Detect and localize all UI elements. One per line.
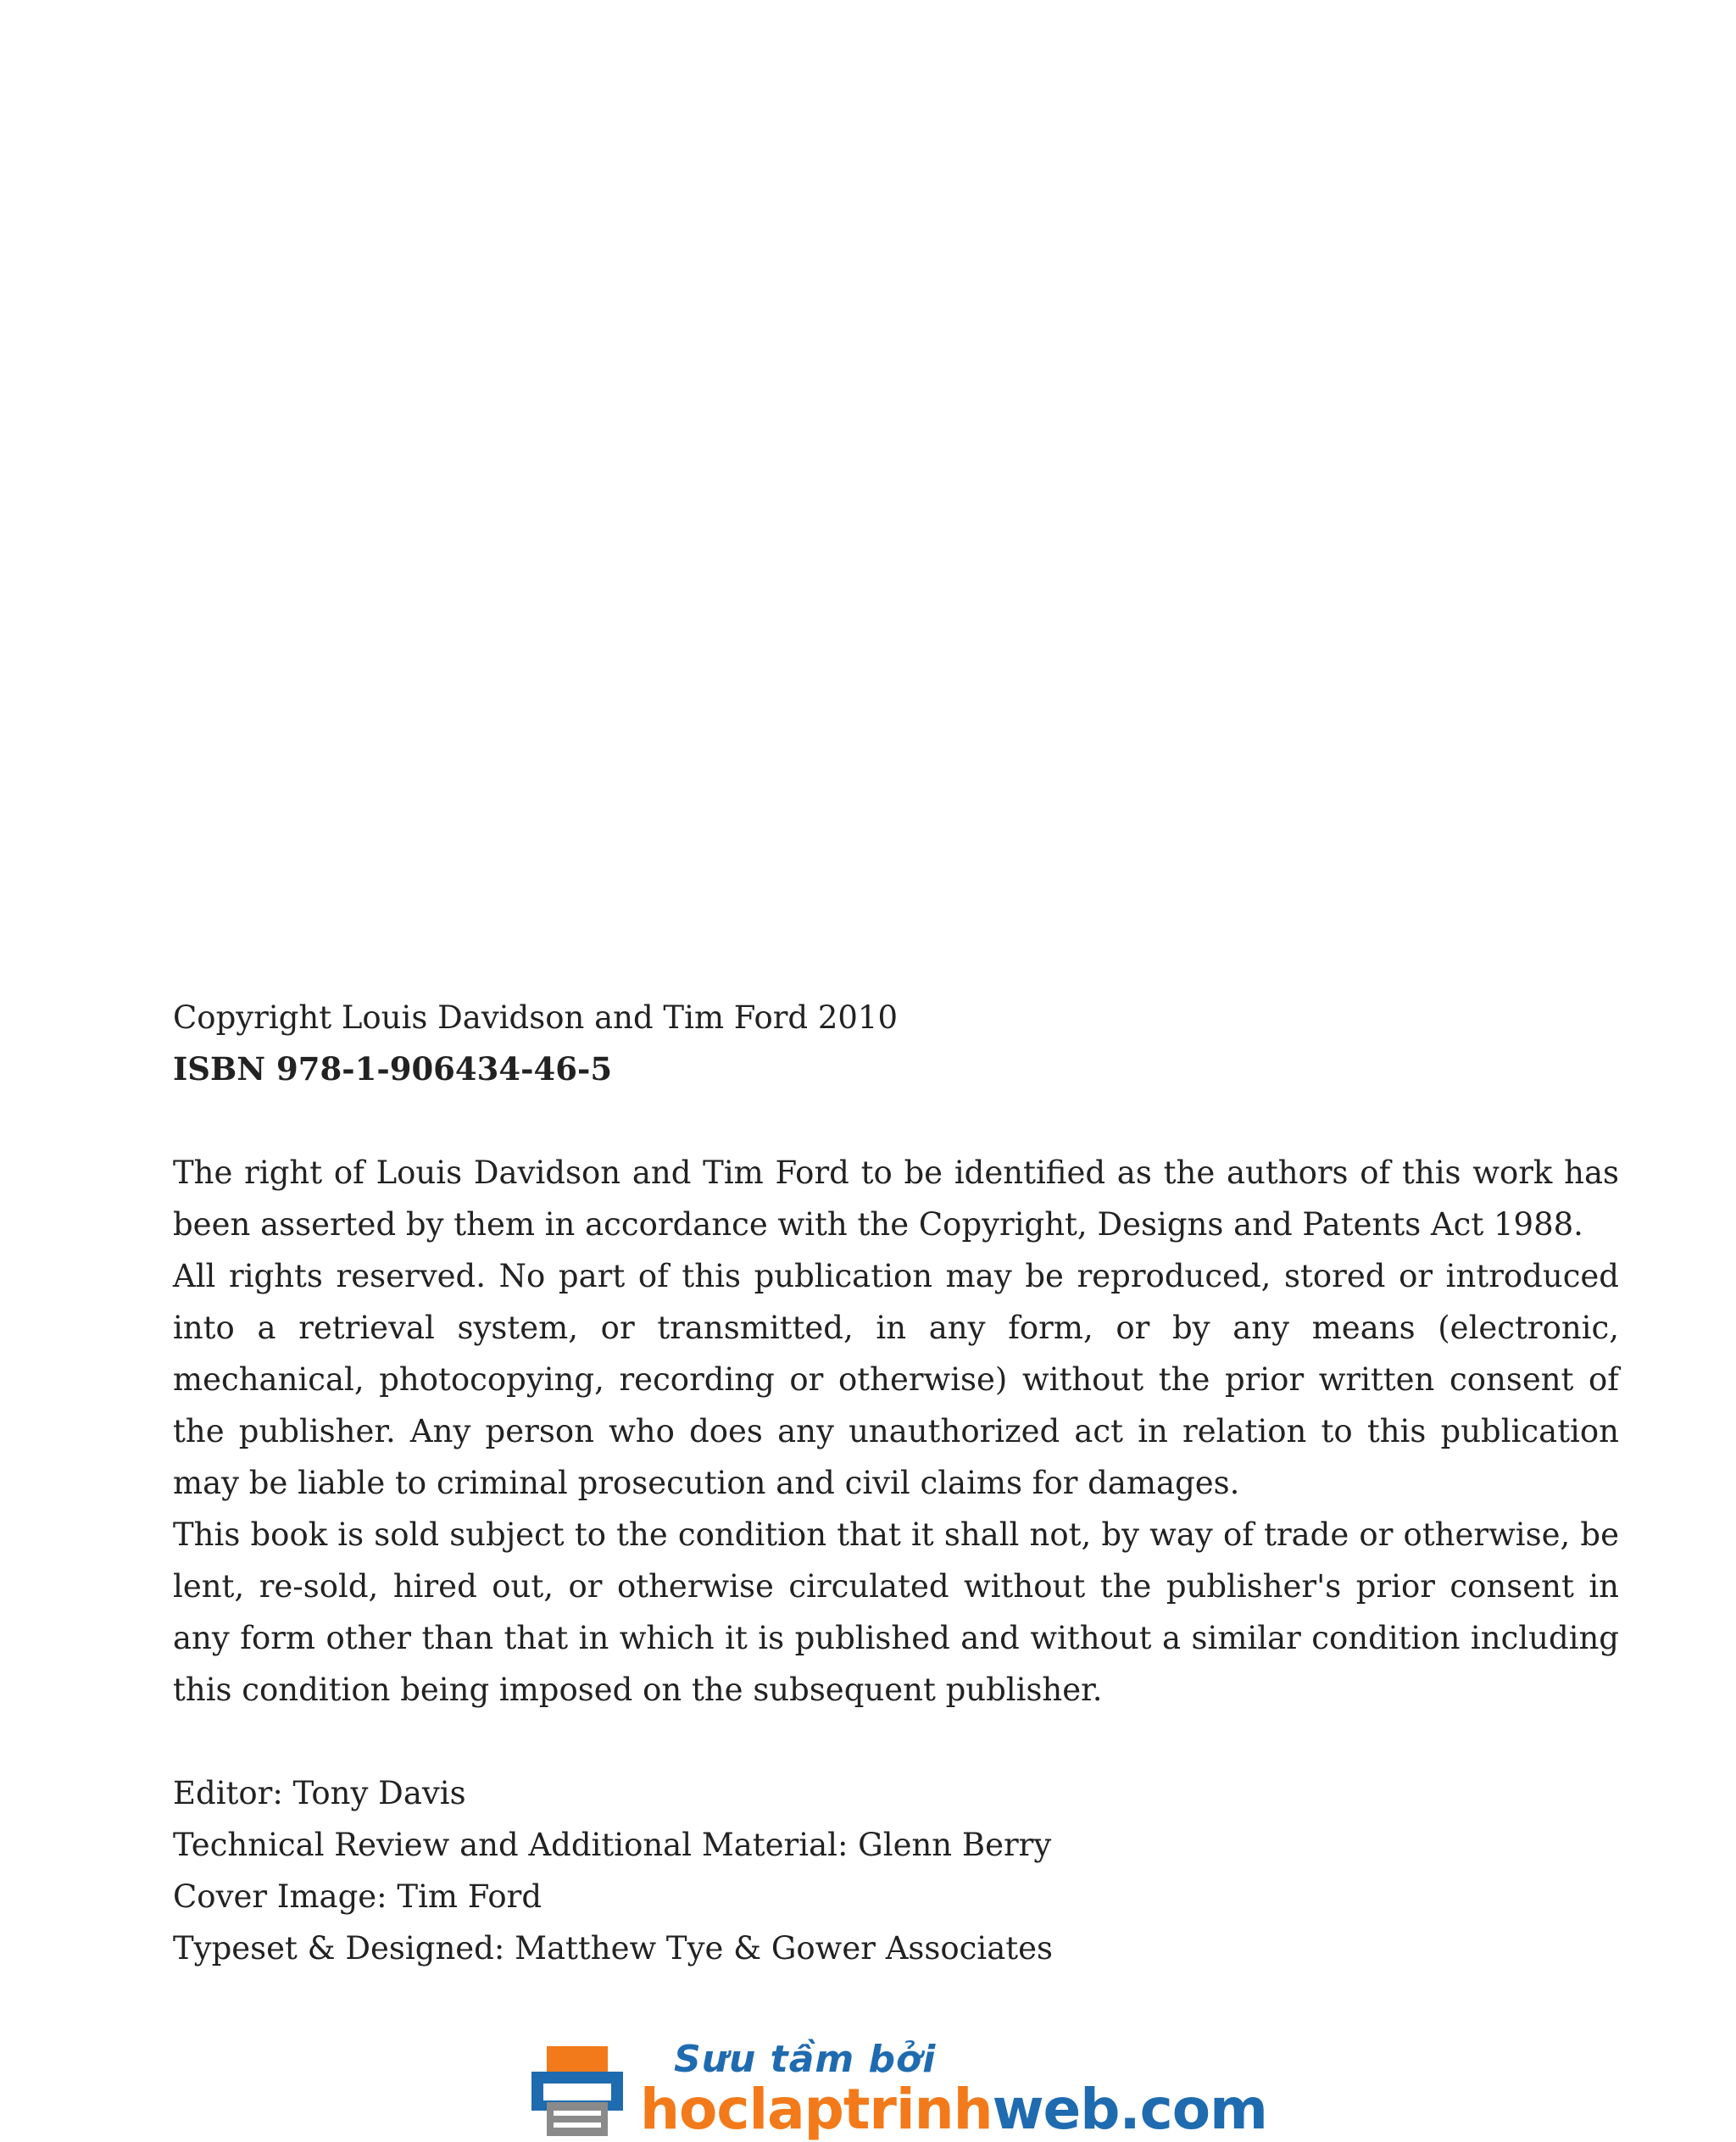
cover-image-credit: Cover Image: Tim Ford [173,1878,542,1915]
watermark-site-name [640,2077,1267,2142]
editor-credit: Editor: Tony Davis [173,1775,466,1811]
watermark-logo [531,2038,1267,2142]
watermark-site-part1: hoclaptrinh [640,2077,993,2142]
isbn-line: ISBN 978-1-906434-46-5 [173,1050,613,1088]
sale-condition-paragraph: This book is sold subject to the condition that it shall not, by way of trade or otherwise, be lent, re-sold, hired out, or otherwise circulated without the publisher's prior consent in any form other than that in which it is published and without a similar condition including this condition being imposed on the subsequent publisher. [173,1516,1619,1708]
spacer [173,1095,1619,1147]
watermark-site-part2: web.com [992,2077,1267,2142]
copyright-line: Copyright Louis Davidson and Tim Ford 2010 [173,999,899,1036]
watermark-caption: Sưu tầm bởi [674,2038,937,2081]
copyright-page-content [173,992,1619,1974]
rights-asserted-paragraph: The right of Louis Davidson and Tim Ford to be identified as the authors of this work has been asserted by them in accordance with the Copyright, Designs and Patents Act 1988. [173,1154,1619,1243]
spacer [173,1716,1619,1767]
all-rights-reserved-paragraph: All rights reserved. No part of this publication may be reproduced, stored or introduced into a retrieval system, or transmitted, in any form, or by any means (electronic, mechanical, photocopying, recording or otherwise) without the prior written consent of the publisher. Any person who does any unauthorized act in relation to this publication may be liable to criminal prosecution and civil claims for damages. [173,1258,1619,1501]
technical-review-credit: Technical Review and Additional Material: Glenn Berry [173,1827,1052,1863]
typeset-credit: Typeset & Designed: Matthew Tye & Gower Associates [173,1930,1054,1967]
printer-logo-icon [531,2046,623,2136]
